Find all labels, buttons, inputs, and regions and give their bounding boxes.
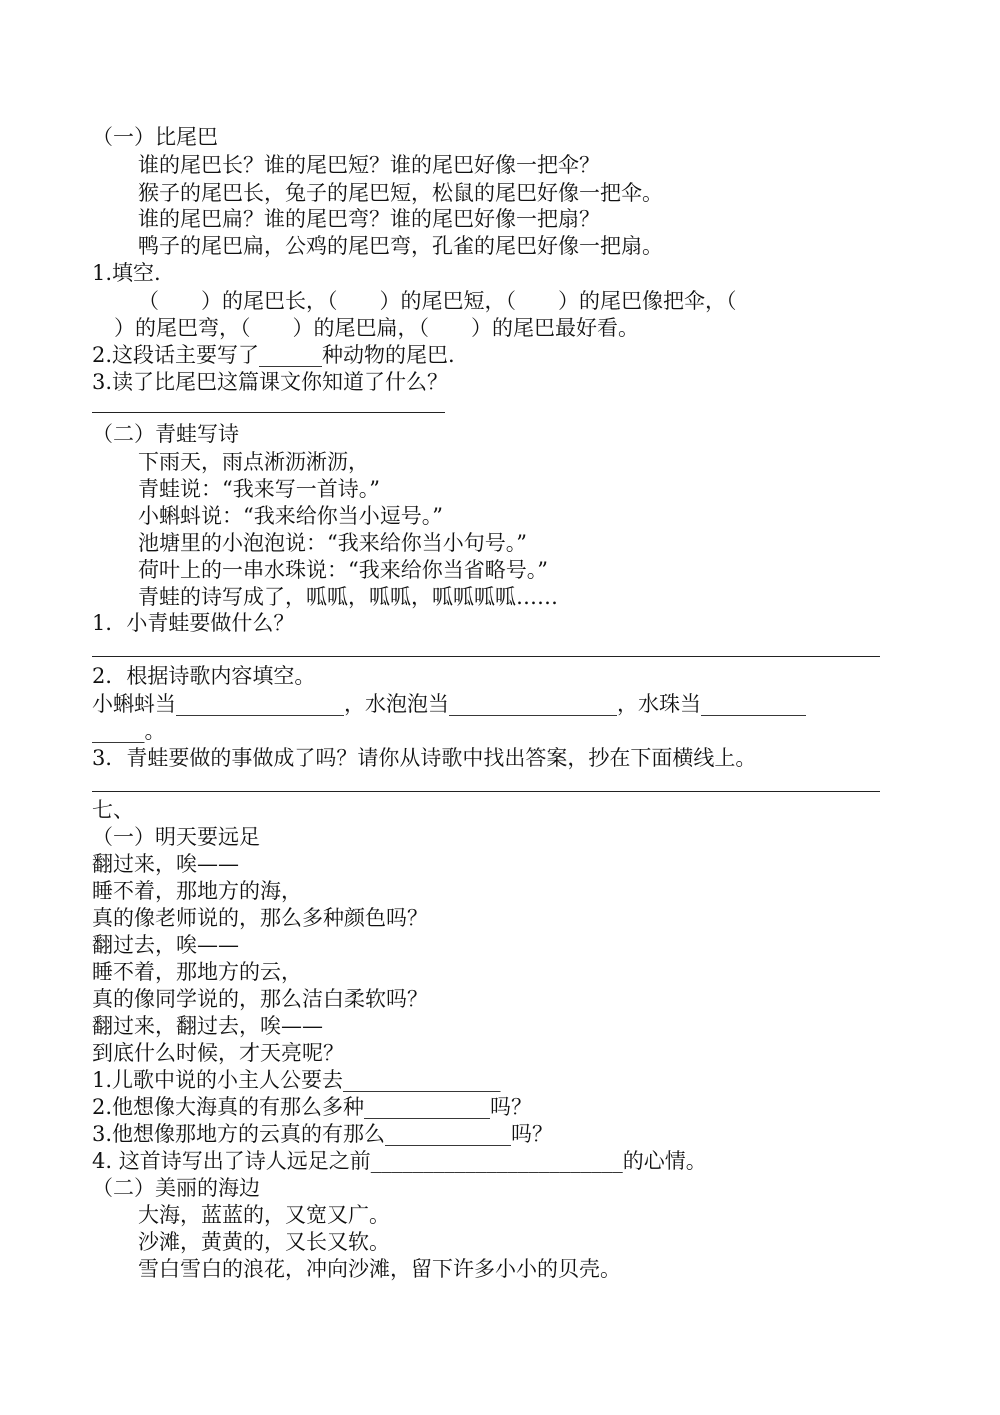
poem-line: 小蝌蚪说：“我来给你当小逗号。” xyxy=(138,504,443,528)
section1-heading: （一）比尾巴 xyxy=(92,125,218,149)
question-2: 2.他想像大海真的有那么多种____________吗？ xyxy=(92,1095,533,1119)
poem-line: 池塘里的小泡泡说：“我来给你当小句号。” xyxy=(138,531,527,555)
answer-line[interactable] xyxy=(92,656,880,657)
poem-line: 沙滩，黄黄的，又长又软。 xyxy=(138,1230,390,1254)
poem-line: 猴子的尾巴长，兔子的尾巴短，松鼠的尾巴好像一把伞。 xyxy=(138,181,663,205)
question-2: 2．根据诗歌内容填空。 xyxy=(92,664,316,688)
poem-line: 雪白雪白的浪花，冲向沙滩，留下许多小小的贝壳。 xyxy=(138,1257,621,1281)
poem-line: 大海，蓝蓝的，又宽又广。 xyxy=(138,1203,390,1227)
section7-part2-heading: （二）美丽的海边 xyxy=(92,1176,260,1200)
question-2-fill-line: 小蝌蚪当________________，水泡泡当________________，水珠当__________ xyxy=(92,692,806,716)
poem-line: 翻过来，唉—— xyxy=(92,852,239,876)
poem-line: 睡不着，那地方的海， xyxy=(92,879,302,903)
poem-line: 真的像同学说的，那么洁白柔软吗？ xyxy=(92,987,428,1011)
question-3: 3.读了比尾巴这篇课文你知道了什么？ xyxy=(92,370,449,394)
question-4: 4. 这首诗写出了诗人远足之前________________________的心情。 xyxy=(92,1149,707,1173)
section7-number: 七、 xyxy=(92,798,134,822)
question-1: 1.填空. xyxy=(92,261,161,285)
question-1: 1．小青蛙要做什么？ xyxy=(92,611,295,635)
poem-line: 翻过去，唉—— xyxy=(92,933,239,957)
poem-line: 到底什么时候，才天亮呢？ xyxy=(92,1041,344,1065)
question-3: 3．青蛙要做的事做成了吗？请你从诗歌中找出答案，抄在下面横线上。 xyxy=(92,746,757,770)
question-3: 3.他想像那地方的云真的有那么____________吗？ xyxy=(92,1122,554,1146)
poem-line: 下雨天，雨点淅沥淅沥， xyxy=(138,450,369,474)
poem-line: 睡不着，那地方的云， xyxy=(92,960,302,984)
question-2: 2.这段话主要写了______种动物的尾巴. xyxy=(92,343,455,367)
question-1-fill-line: （ ）的尾巴长，（ ）的尾巴短，（ ）的尾巴像把伞，（ xyxy=(138,289,737,313)
poem-line: 真的像老师说的，那么多种颜色吗？ xyxy=(92,906,428,930)
answer-line[interactable] xyxy=(92,412,445,413)
question-1: 1.儿歌中说的小主人公要去_______________ xyxy=(92,1068,501,1092)
section7-part1-heading: （一）明天要远足 xyxy=(92,825,260,849)
poem-line: 青蛙的诗写成了，呱呱，呱呱，呱呱呱呱…… xyxy=(138,585,558,609)
poem-line: 翻过来，翻过去，唉—— xyxy=(92,1014,323,1038)
question-2-fill-line: _____。 xyxy=(92,719,166,743)
section2-heading: （二）青蛙写诗 xyxy=(92,422,239,446)
poem-line: 谁的尾巴扁？谁的尾巴弯？谁的尾巴好像一把扇？ xyxy=(138,207,600,231)
question-1-fill-line: ）的尾巴弯，（ ）的尾巴扁，（ ）的尾巴最好看。 xyxy=(114,316,639,340)
poem-line: 荷叶上的一串水珠说：“我来给你当省略号。” xyxy=(138,558,548,582)
poem-line: 谁的尾巴长？谁的尾巴短？谁的尾巴好像一把伞？ xyxy=(138,153,600,177)
poem-line: 鸭子的尾巴扁，公鸡的尾巴弯，孔雀的尾巴好像一把扇。 xyxy=(138,234,663,258)
answer-line[interactable] xyxy=(92,791,880,792)
poem-line: 青蛙说：“我来写一首诗。” xyxy=(138,477,380,501)
